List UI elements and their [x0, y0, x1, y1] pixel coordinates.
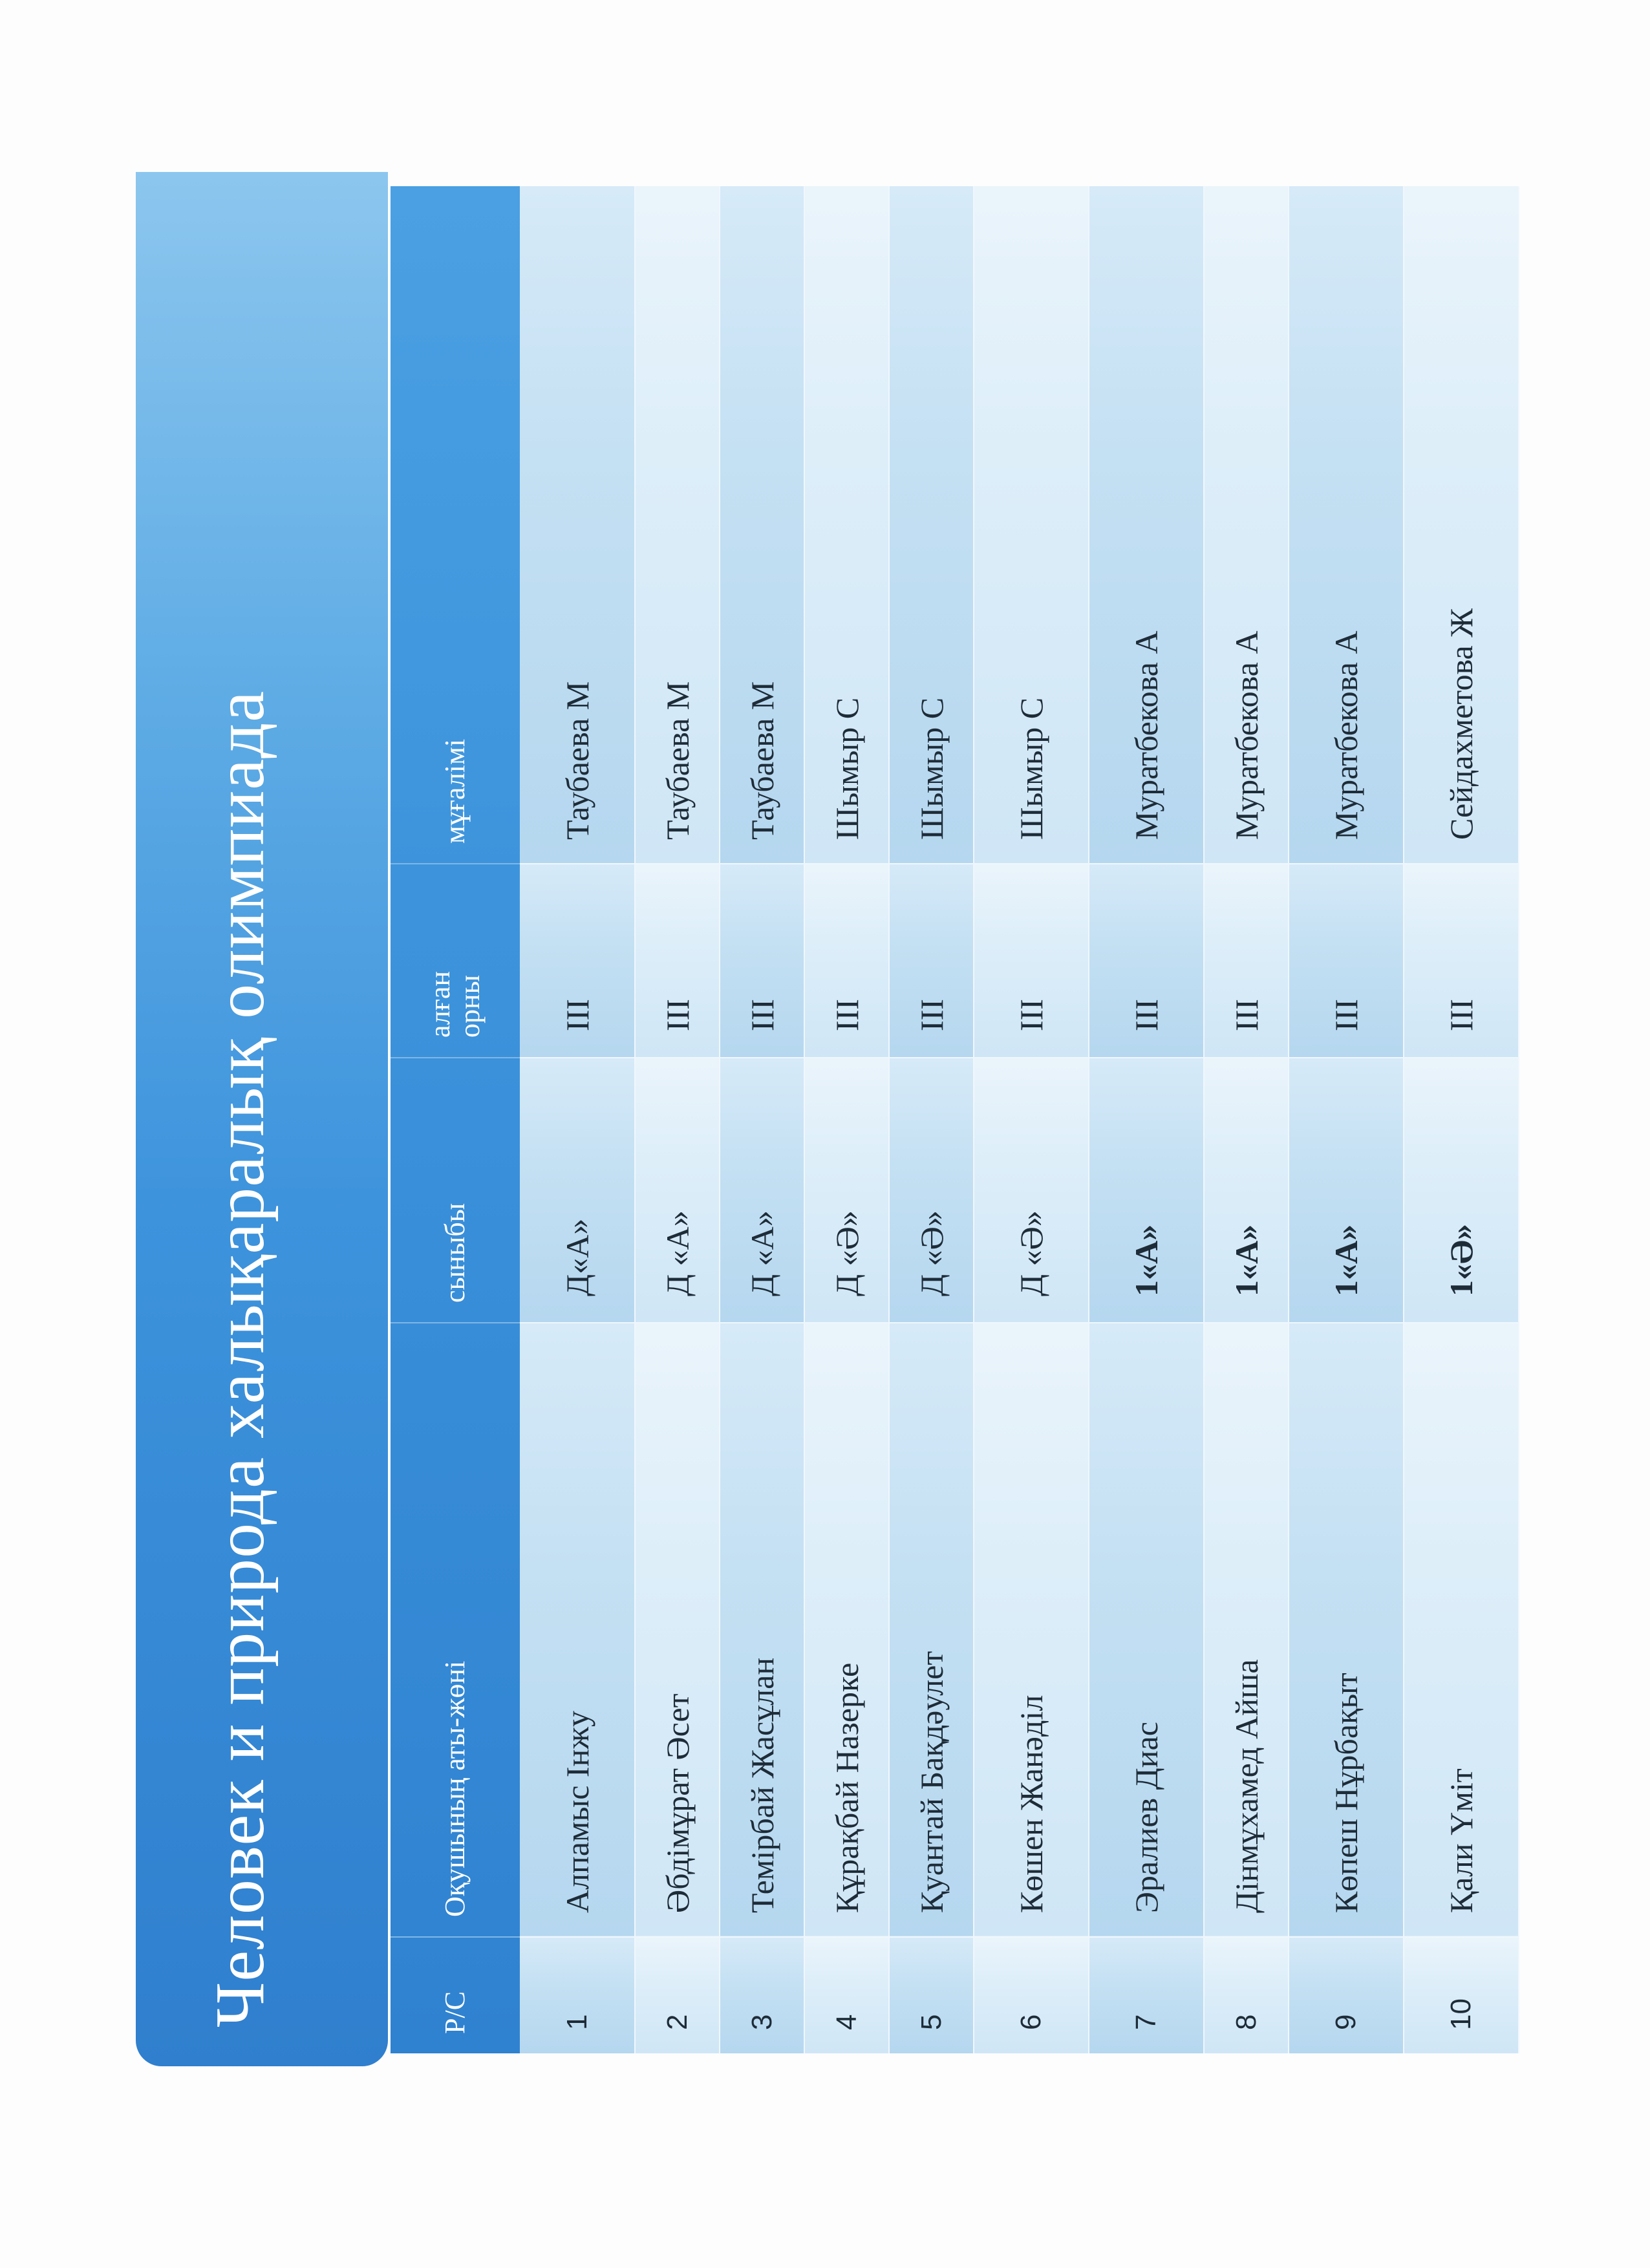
header-place-line2: орны — [454, 974, 486, 1038]
student-name: Эралиев Диас — [1089, 1323, 1204, 1937]
header-student-name: Оқушының аты-жөні — [391, 1323, 520, 1937]
table-row — [1204, 186, 1289, 2053]
student-class: Д «А» — [720, 1058, 804, 1323]
table-row — [974, 186, 1089, 2053]
table-body — [520, 186, 1519, 2053]
rotated-document — [136, 172, 1479, 2066]
teacher-name: Таубаева М — [720, 186, 804, 864]
header-place-line1: алған — [423, 971, 456, 1038]
student-place: III — [520, 864, 635, 1058]
results-table — [391, 186, 1519, 2053]
student-name: Қали Үміт — [1404, 1323, 1519, 1937]
table-row — [635, 186, 720, 2053]
header-row — [391, 186, 520, 2053]
row-number: 1 — [520, 1937, 635, 2053]
student-place: III — [889, 864, 974, 1058]
student-name: Алпамыс Інжу — [520, 1323, 635, 1937]
student-class: Д«А» — [520, 1058, 635, 1323]
teacher-name: Таубаева М — [520, 186, 635, 864]
teacher-name: Шымыр С — [889, 186, 974, 864]
title-band — [136, 172, 388, 2066]
student-class: 1«А» — [1289, 1058, 1404, 1323]
student-name: Қуантай Бақдәулет — [889, 1323, 974, 1937]
student-place: III — [720, 864, 804, 1058]
teacher-name: Сейдахметова Ж — [1404, 186, 1519, 864]
table-header — [391, 186, 520, 2053]
results-table-container — [391, 186, 1519, 2053]
row-number: 6 — [974, 1937, 1089, 2053]
row-number: 9 — [1289, 1937, 1404, 2053]
student-place: III — [635, 864, 720, 1058]
student-place: III — [1204, 864, 1289, 1058]
row-number: 5 — [889, 1937, 974, 2053]
row-number: 3 — [720, 1937, 804, 2053]
row-number: 2 — [635, 1937, 720, 2053]
row-number: 8 — [1204, 1937, 1289, 2053]
student-name: Әбдімұрат Әсет — [635, 1323, 720, 1937]
table-row — [520, 186, 635, 2053]
student-name: Темірбай Жасұлан — [720, 1323, 804, 1937]
table-row — [804, 186, 889, 2053]
table-row — [1089, 186, 1204, 2053]
student-place: III — [1089, 864, 1204, 1058]
student-name: Дінмұхамед Айша — [1204, 1323, 1289, 1937]
student-name: Көшен Жанәділ — [974, 1323, 1089, 1937]
student-class: Д «Ә» — [889, 1058, 974, 1323]
student-class: Д «А» — [635, 1058, 720, 1323]
header-teacher: мұғалімі — [438, 738, 471, 844]
row-number: 4 — [804, 1937, 889, 2053]
teacher-name: Шымыр С — [974, 186, 1089, 864]
student-place: III — [1404, 864, 1519, 1058]
row-number: 10 — [1404, 1937, 1519, 2053]
page-title: Человек и природа халықаралық олимпиада — [202, 690, 279, 2027]
teacher-name: Муратбекова А — [1204, 186, 1289, 864]
teacher-name: Муратбекова А — [1289, 186, 1404, 864]
student-place: III — [804, 864, 889, 1058]
student-name: Көпеш Нұрбақыт — [1289, 1323, 1404, 1937]
teacher-name: Муратбекова А — [1089, 186, 1204, 864]
student-name: Құрақбай Назерке — [804, 1323, 889, 1937]
table-row — [1404, 186, 1519, 2053]
student-class: 1«А» — [1204, 1058, 1289, 1323]
table-row — [1289, 186, 1404, 2053]
student-class: Д «Ә» — [804, 1058, 889, 1323]
teacher-name: Шымыр С — [804, 186, 889, 864]
student-class: 1«А» — [1089, 1058, 1204, 1323]
table-row — [889, 186, 974, 2053]
header-place — [391, 864, 520, 1058]
student-place: III — [974, 864, 1089, 1058]
header-number: Р/С — [391, 1937, 520, 2053]
header-class: сыныбы — [391, 1058, 520, 1323]
row-number: 7 — [1089, 1937, 1204, 2053]
table-row — [720, 186, 804, 2053]
student-class: 1«Ә» — [1404, 1058, 1519, 1323]
teacher-name: Таубаева М — [635, 186, 720, 864]
student-class: Д «Ә» — [974, 1058, 1089, 1323]
student-place: III — [1289, 864, 1404, 1058]
